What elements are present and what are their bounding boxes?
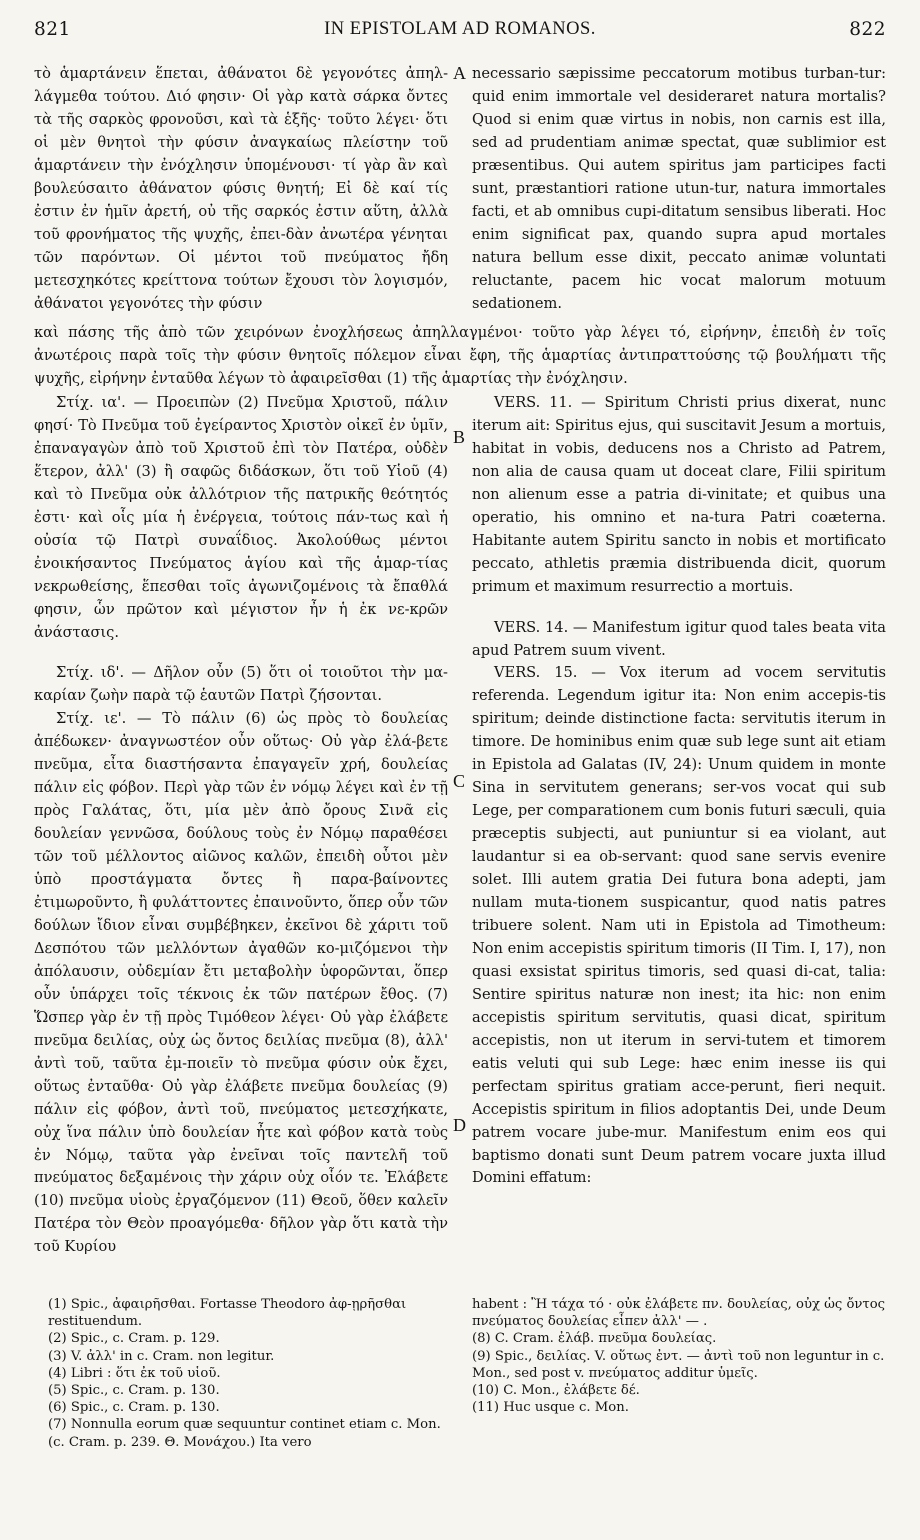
footnote: (7) Nonnulla eorum quæ sequuntur continet etiam c. Mon. (c. Cram. p. 239. Θ. Μονάχου.) Ita vero [48, 1417, 441, 1450]
latin-column-top [472, 63, 886, 315]
greek-column-main [34, 392, 448, 1259]
footnote: (9) Spic., δειλίας. V. οὕτως ἐντ. — ἀντὶ τοῦ non leguntur in c. Mon., sed post v. πνεύματος additur ὑμεῖς. [472, 1348, 885, 1381]
footnote: (2) Spic., c. Cram. p. 129. [48, 1331, 220, 1347]
footnote: (1) Spic., ἀφαιρῆσθαι. Fortasse Theodoro ἀφ-ῃρῆσθαι restituendum. [48, 1297, 407, 1330]
footnotes-right [472, 1296, 886, 1416]
running-title: IN EPISTOLAM AD ROMANOS. [324, 18, 596, 39]
margin-marker-c: C [453, 771, 466, 791]
footnote: (3) V. ἀλλ' in c. Cram. non legitur. [48, 1348, 275, 1364]
footnote: (8) C. Cram. ἐλάβ. πνεῦμα δουλείας. [472, 1331, 717, 1347]
greek-full-width-block: καὶ πάσης τῆς ἀπὸ τῶν χειρόνων ἐνοχλήσεως ἀπηλλαγμένοι· τοῦτο γὰρ λέγει τό, εἰρήνην, ἐπειδὴ ἐν τοῖς ἀνωτέροις παρὰ τοῖς τὴν φύσιν θνητοῖς πόλεμον εἶναι ἔφη, τῆς ἁμαρτίας ἀντιπραττούσης τῷ βουλήματι τῆς ψυχῆς, εἰρήνην ἐνταῦθα λέγων τὸ ἀφαιρεῖσθαι (1) τῆς ἁμαρτίας τὴν ἐνόχλησιν. [34, 324, 886, 387]
footnote: (5) Spic., c. Cram. p. 130. [48, 1383, 220, 1399]
greek-verse-15: Στίχ. ιε'. — Τὸ πάλιν (6) ὡς πρὸς τὸ δουλείας ἀπέδωκεν· ἀναγνωστέον οὖν οὕτως· Οὐ γὰρ ἐλά-βετε πνεῦμα, εἶτα διαστήσαντα ἐπαγαγεῖν χρή, δουλείας πάλιν εἰς φόβον. Περὶ γὰρ τῶν ἐν νόμῳ λέγει καὶ ἐν τῇ πρὸς Γαλάτας, ὅτι, μία μὲν ἀπὸ ὄρους Σινᾶ εἰς δουλείαν γεννῶσα, δούλους τοὺς ἐν Νόμῳ παραθέσει τῶν τοῦ μέλλοντος αἰῶνος καλῶν, ἐπειδὴ οὗτοι μὲν ὑπὸ προστάγματα ὄντες ἢ παρα-βαίνοντες ἐτιμωροῦντο, ἢ φυλάττοντες ἐπαινοῦντο, ὅπερ οὖν τῶν δούλων ἴδιον εἶναι συμβέβηκεν, ἐκεῖνοι δὲ χάριτι τοῦ Δεσπότου τῶν μελλόντων ἀγαθῶν κο-μιζόμενοι τὴν ἀπόλαυσιν, οὐδεμίαν ἔτι μεταβολὴν ὑφορῶνται, ὅπερ οὖν ὑπάρχει τοῖς τέκνοις ἐκ τῶν πατέρων ἔθος. (7) Ὥσπερ γὰρ ἐν τῇ πρὸς Τιμόθεον λέγει· Οὐ γὰρ ἐλάβετε πνεῦμα δειλίας, οὐχ ὡς ὄντος δειλίας πνεῦμα (8), ἀλλ' ἀντὶ τοῦ, ταῦτα ἐμ-ποιεῖν τὸ πνεῦμα φύσιν οὐκ ἔχει, οὕτως ἐνταῦθα· Οὐ γὰρ ἐλάβετε πνεῦμα δουλείας (9) πάλιν εἰς φόβον, ἀντὶ τοῦ, πνεύματος μετεσχήκατε, οὐχ ἵνα πάλιν ὑπὸ δουλείαν ἦτε καὶ φόβον κατὰ τοὺς ἐν Νόμῳ, ταῦτα γὰρ ἐνεῖναι τοῖς παντελῆ τοῦ πνεύματος δεξαμένοις τὴν χάριν οὐχ οἷόν τε. Ἐλάβετε (10) πνεῦμα υἱοὺς ἐργαζόμενον (11) Θεοῦ, ὅθεν καλεῖν Πατέρα τὸν Θεὸν προαγόμεθα· δῆλον γὰρ ὅτι κατὰ τὴν τοῦ Κυρίου [34, 710, 448, 1256]
footnote: (6) Spic., c. Cram. p. 130. [48, 1400, 220, 1416]
left-page-number: 821 [34, 18, 71, 40]
latin-paragraph: necessario sæpissime peccatorum motibus turban-tur: quid enim immortale vel desideraret natura mortalis? Quod si enim quæ virtus in nobis, non carnis est illa, sed ad prudentiam animæ spectat, quæ sublimior est præsentibus. Qui autem spiritus jam participes facti sunt, præstantiori ratione utun-tur, natura immortales facti, et ab omnibus cupi-ditatum sensibus liberati. Hoc enim significat pax, quando supra apud mortales natura bellum esse dixit, peccato animæ voluntati reluctante, pacem hic vocat malorum motuum sedationem. [472, 65, 886, 312]
greek-verse-11: Στίχ. ια'. — Προειπὼν (2) Πνεῦμα Χριστοῦ, πάλιν φησί· Τὸ Πνεῦμα τοῦ ἐγείραντος Χριστὸν οἰκεῖ ἐν ὑμῖν, ἐπαναγαγὼν ἀπὸ τοῦ Χριστοῦ ἐπὶ τὸν Πατέρα, οὐδὲν ἕτερον, ἀλλ' (3) ἢ σαφῶς διδάσκων, ὅτι τοῦ Υἱοῦ (4) καὶ τὸ Πνεῦμα οὐκ ἀλλότριον τῆς πατρικῆς θεότητός ἐστι· καὶ οἷς μία ἡ ἐνέργεια, τούτοις πάν-τως καὶ ἡ οὐσία τῷ Πατρὶ συναΐδιος. Ἀκολούθως μέντοι ἐνοικήσαντος Πνεύματος ἁγίου καὶ τῆς ἁμαρ-τίας νεκρωθείσης, ἕπεσθαι τοῖς ἀγωνιζομένοις τὰ ἔπαθλά φησιν, ὧν πρῶτον καὶ μέγιστον ἦν ἡ ἐκ νε-κρῶν ἀνάστασις. [34, 394, 448, 641]
latin-column-main [472, 392, 886, 1190]
right-page-number: 822 [849, 18, 886, 40]
footnotes-left [48, 1296, 448, 1451]
latin-verse-15: VERS. 15. — Vox iterum ad vocem servitutis referenda. Legendum igitur ita: Non enim accepis-tis spiritum; deinde distinctione facta: servitutis iterum in timore. De hominibus enim quæ sub lege sunt ait etiam in Epistola ad Galatas (IV, 24): Unum quidem in monte Sina in servitutem generans; ser-vos vocat qui sub Lege, per comparationem cum bonis futuri sæculi, quia præceptis subjecti, aut puniuntur si ea violant, aut laudantur si ea ob-servant: quod sane servis evenire solet. Illi autem gratia Dei futura bona adepti, jam nullam muta-tionem suspicantur, quod natis patres tribuere solent. Nam uti in Epistola ad Timotheum: Non enim accepistis spiritum timoris (II Tim. I, 17), non quasi exsistat spiritus timoris, sed quasi di-cat, talia: Sentire spiritus naturæ non inest; ita hic: non enim accepistis spiritum servitutis, quasi dicat, spiritum accepistis, non ut iterum in servi-tutem et timorem eatis veluti qui sub Lege: hæc enim inesse iis qui perfectam spiritus gratiam acce-perunt, fieri nequit. Accepistis spiritum in filios adoptantis Dei, unde Deum patrem vocare jube-mur. Manifestum enim eos qui baptismo donati sunt Deum patrem vocare juxta illud Domini effatum: [472, 664, 886, 1187]
latin-verse-14: VERS. 14. — Manifestum igitur quod tales beata vita apud Patrem suum vivent. [472, 618, 886, 659]
footnote: (4) Libri : ὅτι ἐκ τοῦ υἱοῦ. [48, 1365, 221, 1381]
greek-paragraph: τὸ ἁμαρτάνειν ἕπεται, ἀθάνατοι δὲ γεγονότες ἀπηλ-λάγμεθα τούτου. Διό φησιν· Οἱ γὰρ κατὰ σάρκα ὄντες τὰ τῆς σαρκὸς φρονοῦσι, καὶ τὰ ἑξῆς· τοῦτο λέγει· ὅτι οἱ μὲν θνητοὶ τὴν φύσιν ἀναγκαίως πλείστην τοῦ ἁμαρτάνειν τὴν ἐνόχλησιν ὑπομένουσι· τί γὰρ ἂν καὶ βουλεύσαιτο ἀθάνατον φύσις θνητή; Εἰ δὲ καί τίς ἐστιν ἐν ἡμῖν ἀρετή, οὐ τῆς σαρκός ἐστιν αὕτη, ἀλλὰ τοῦ φρονήματος τῆς ψυχῆς, ἐπει-δὰν ἀνωτέρα γένηται τῶν παρόντων. Οἱ μέντοι τοῦ πνεύματος ἤδη μετεσχηκότες κρείττονα τούτων ἔχουσι τὸν λογισμόν, ἀθάνατοι γεγονότες τὴν φύσιν [34, 65, 448, 312]
greek-column-top [34, 63, 448, 315]
footnote: (10) C. Mon., ἐλάβετε δέ. [472, 1383, 640, 1399]
margin-marker-a: A [453, 63, 466, 83]
footnote: (11) Huc usque c. Mon. [472, 1400, 629, 1416]
greek-verse-14: Στίχ. ιδ'. — Δῆλον οὖν (5) ὅτι οἱ τοιοῦτοι τὴν μα-καρίαν ζωὴν παρὰ τῷ ἑαυτῶν Πατρὶ ζήσονται. [34, 664, 448, 705]
latin-verse-11: VERS. 11. — Spiritum Christi prius dixerat, nunc iterum ait: Spiritus ejus, qui suscitavit Jesum a mortuis, habitat in vobis, deducens nos a Christo ad Patrem, non alia de causa quam ut doceat clare, Filii spiritum non alienum esse a patria di-vinitate; et quibus una operatio, his omnino et na-tura Patri coæterna. Habitante autem Spiritu sancto in nobis et mortificato peccato, athletis præmia distribuenda dicit, quorum primum et maximum resurrectio a mortuis. [472, 394, 886, 595]
footnote: habent : Ἢ τάχα τό · οὐκ ἐλάβετε πν. δουλείας, οὐχ ὡς ὄντος πνεύματος δουλείας εἶπεν ἀλλ' — . [472, 1297, 886, 1330]
margin-marker-d: D [453, 1115, 466, 1135]
running-header [34, 16, 886, 42]
margin-marker-b: B [453, 427, 466, 447]
